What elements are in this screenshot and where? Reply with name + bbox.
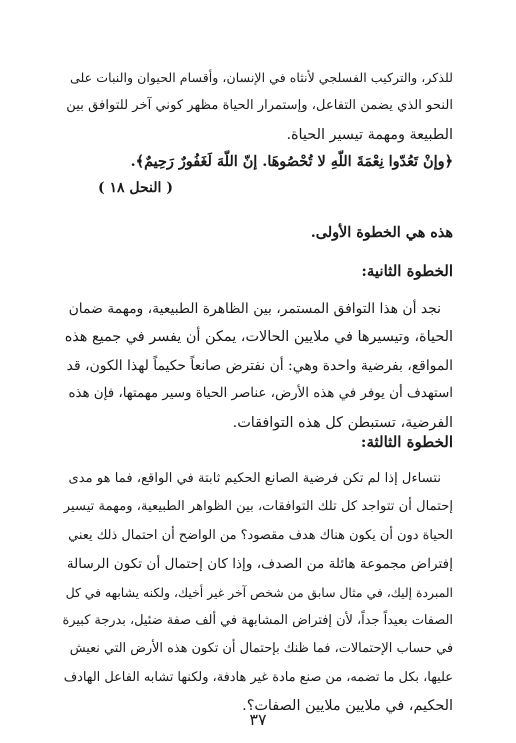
quran-verse <box>63 148 453 176</box>
text-line: للذكر، والتركيب الفسلجي لأنثاه في الإنسان، وأقسام الحيوان والنبات على <box>69 70 453 85</box>
text-line: النحو الذي يضمن التفاعل، وإستمرار الحياة مظهر كوني آخر للتوافق بين <box>66 98 453 114</box>
text-line: المواقع، بفرضية واحدة وهي: أن نفترض صانعاً حكيماً لهذا الكون، قد <box>66 357 453 374</box>
text-line: في حساب الإحتمالات، فما ظنك بإحتمال أن تكون هذه الأرض التي نعيش <box>69 641 453 657</box>
text-line: الحكيم، في ملايين ملايين الصفات؟. <box>242 698 453 715</box>
text-line: الصفات بعيداً جداً، لأن إفتراض المشابهة في ألف صفة ضئيل، بدرجة كبيرة <box>62 613 453 629</box>
step-three-heading: الخطوة الثالثة: <box>360 433 453 451</box>
verse-text: ﴿وإنْ تَعُدّوا نِعْمَةَ اللّهِ لا تُحْصُوهَا. إنّ اللّهَ لَغَفُورٌ رَحِيمٌ﴾. <box>130 153 453 170</box>
step-one-note <box>63 219 453 247</box>
text-line: استهدف أن يوفر في هذه الأرض، عناصر الحياة وسير مهمتها، فإن هذه <box>68 386 453 402</box>
text-line: نجد أن هذا التوافق المستمر، بين الظاهرة الطبيعية، ومهمة ضمان <box>68 301 441 317</box>
text-line: إفتراض مجموعة هائلة من الصدف، وإذا كان إحتمال أن تكون الرسالة <box>66 556 453 573</box>
text-line: الحياة، وتيسيرها في ملايين الحالات، يمكن أن يفسر في جميع هذه <box>64 329 453 346</box>
step-two-paragraph <box>63 295 453 437</box>
step-three-paragraph <box>63 465 453 721</box>
text-line: الطبيعة ومهمة تيسير الحياة. <box>286 126 453 143</box>
verse-reference: ( النحل ١٨ ) <box>98 180 173 196</box>
note-text: هذه هي الخطوة الأولى. <box>310 224 453 241</box>
text-line: الحياة دون أن يكون هناك هدف مقصود؟ من الواضح أن احتمال ذلك يعني <box>68 527 453 543</box>
text-line: المبردة إليك، في مثال سابق من شخص آخر غير أخيك، ولكنه يشابهه في كل <box>65 584 453 600</box>
text-line: عليها، بكل ما تضمه، من صنع مادة غير هادفة، ولكنها تشابه الفاعل الهادف <box>63 669 453 685</box>
text-line: الفرضية، تستبطن كل هذه التوافقات. <box>232 414 453 431</box>
step-two-heading: الخطوة الثانية: <box>361 262 453 280</box>
text-line: إحتمال أن تتواجد كل تلك التوافقات، بين الظواهر الطبيعية، ومهمة تيسير <box>63 499 453 515</box>
paragraph-intro <box>63 64 453 149</box>
text-line: نتساءل إذا لم تكن فرضية الصانع الحكيم ثابتة في الواقع، فما هو مدى <box>68 471 441 486</box>
page-number: ٣٧ <box>249 710 267 729</box>
